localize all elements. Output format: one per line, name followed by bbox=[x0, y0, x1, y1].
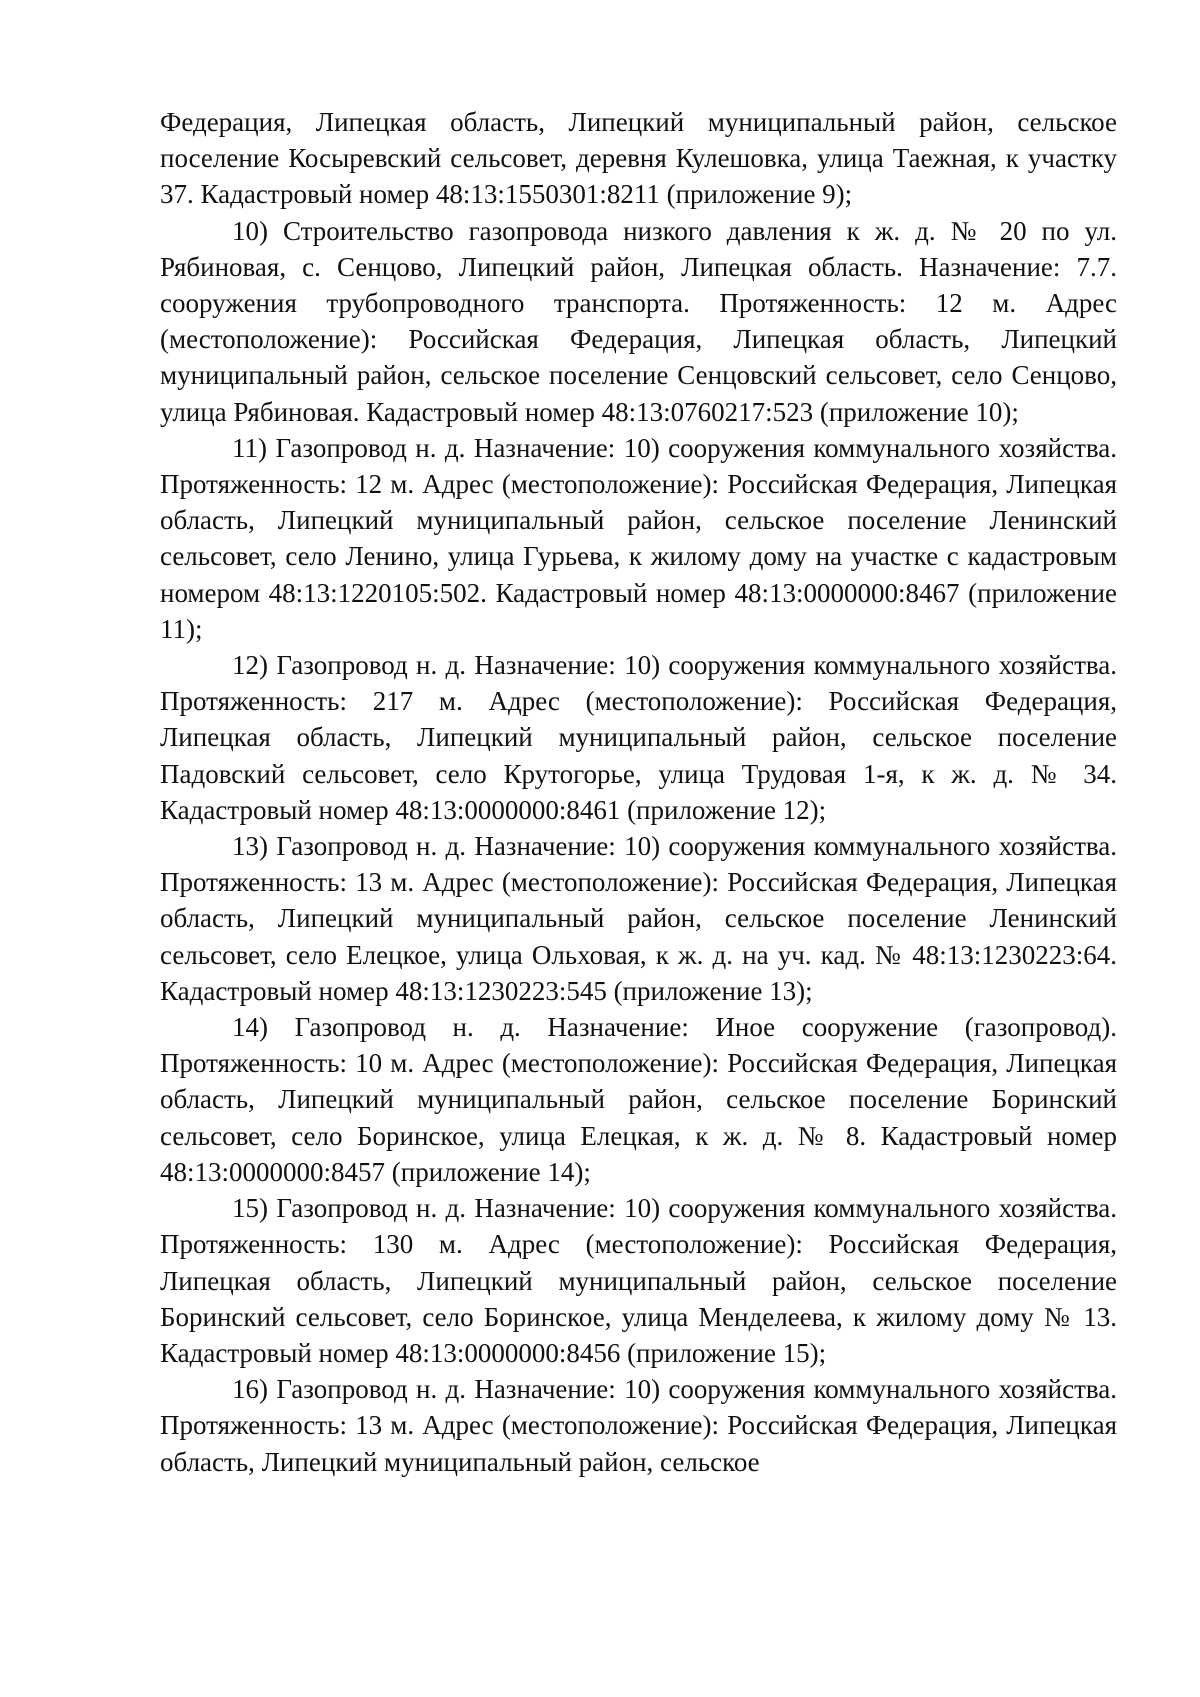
paragraph-continuation bbox=[160, 104, 1117, 213]
paragraph-item-13 bbox=[160, 828, 1117, 1009]
paragraph-text: Федерация, Липецкая область, Липецкий муниципальный район, сельское поселение Косыревский сельсовет, деревня Кулешовка, улица Таежная, к участку 37. Кадастровый номер 48:13:1550301:8211 (приложение 9); bbox=[160, 107, 1117, 210]
paragraph-item-11 bbox=[160, 430, 1117, 647]
paragraph-text: Газопровод н. д. Назначение: 10) сооружения коммунального хозяйства. Протяженность: 130 м. Адрес (местоположение): Российская Федерация, Липецкая область, Липецкий муниципальный район, сельское поселение Боринский сельсовет, село Боринское, улица Менделеева, к жилому дому № 13. Кадастровый номер 48:13:0000000:8456 (приложение 15); bbox=[160, 1193, 1117, 1368]
paragraph-text: Строительство газопровода низкого давления к ж. д. № 20 по ул. Рябиновая, с. Сенцово, Липецкий район, Липецкая область. Назначение: 7.7. сооружения трубопроводного транспорта. Протяженность: 12 м. Адрес (местоположение): Российская Федерация, Липецкая область, Липецкий муниципальный район, сельское поселение Сенцовский сельсовет, село Сенцово, улица Рябиновая. Кадастровый номер 48:13:0760217:523 (приложение 10); bbox=[160, 215, 1118, 427]
paragraph-item-12 bbox=[160, 647, 1117, 828]
item-number: 10) bbox=[232, 215, 268, 246]
paragraph-text: Газопровод н. д. Назначение: Иное сооружение (газопровод). Протяженность: 10 м. Адрес (местоположение): Российская Федерация, Липецкая область, Липецкий муниципальный район, сельское поселение Боринский сельсовет, село Боринское, улица Елецкая, к ж. д. № 8. Кадастровый номер 48:13:0000000:8457 (приложение 14); bbox=[160, 1012, 1117, 1187]
item-number: 12) bbox=[232, 650, 268, 681]
paragraph-text: Газопровод н. д. Назначение: 10) сооружения коммунального хозяйства. Протяженность: 13 м. Адрес (местоположение): Российская Федерация, Липецкая область, Липецкий муниципальный район, сельское поселение Ленинский сельсовет, село Елецкое, улица Ольховая, к ж. д. на уч. кад. № 48:13:1230223:64. Кадастровый номер 48:13:1230223:545 (приложение 13); bbox=[160, 831, 1117, 1006]
paragraph-item-14 bbox=[160, 1009, 1117, 1190]
item-number: 13) bbox=[232, 831, 268, 862]
paragraph-text: Газопровод н. д. Назначение: 10) сооружения коммунального хозяйства. Протяженность: 217 м. Адрес (местоположение): Российская Федерация, Липецкая область, Липецкий муниципальный район, сельское поселение Падовский сельсовет, село Крутогорье, улица Трудовая 1-я, к ж. д. № 34. Кадастровый номер 48:13:0000000:8461 (приложение 12); bbox=[160, 650, 1117, 825]
item-number: 14) bbox=[232, 1012, 268, 1043]
paragraph-text: Газопровод н. д. Назначение: 10) сооружения коммунального хозяйства. Протяженность: 13 м. Адрес (местоположение): Российская Федерация, Липецкая область, Липецкий муниципальный район, сельское bbox=[160, 1374, 1117, 1477]
paragraph-text: Газопровод н. д. Назначение: 10) сооружения коммунального хозяйства. Протяженность: 12 м. Адрес (местоположение): Российская Федерация, Липецкая область, Липецкий муниципальный район, сельское поселение Ленинский сельсовет, село Ленино, улица Гурьева, к жилому дому на участке с кадастровым номером 48:13:1220105:502. Кадастровый номер 48:13:0000000:8467 (приложение 11); bbox=[160, 432, 1117, 644]
item-number: 11) bbox=[232, 432, 267, 463]
paragraph-item-15 bbox=[160, 1190, 1117, 1371]
item-number: 16) bbox=[232, 1374, 268, 1405]
paragraph-item-16 bbox=[160, 1371, 1117, 1480]
document-body bbox=[160, 104, 1117, 1480]
item-number: 15) bbox=[232, 1193, 268, 1224]
paragraph-item-10 bbox=[160, 213, 1117, 430]
